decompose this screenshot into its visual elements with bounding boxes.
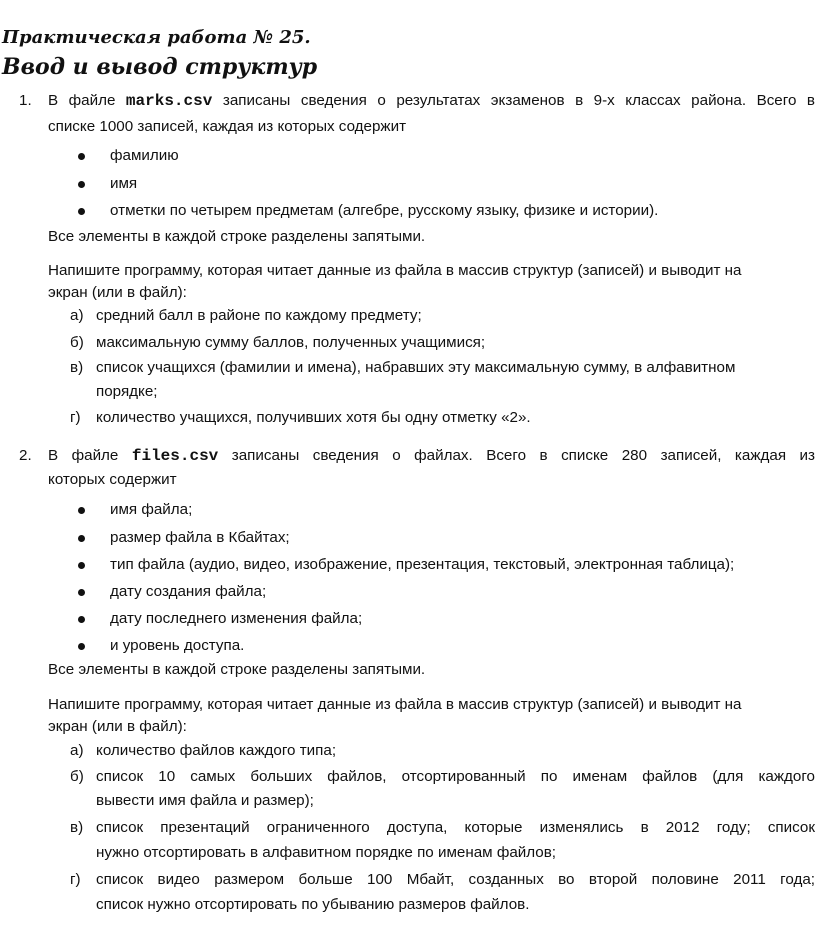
task-2-bullet-item: тип файла (аудио, видео, изображение, презентация, текстовый, электронная таблица); xyxy=(110,556,735,573)
task-2-intro-line-1 xyxy=(48,446,815,466)
task-1-item-text: средний балл в районе по каждому предмету; xyxy=(96,307,422,324)
task-2-item-text-continued: нужно отсортировать в алфавитном порядке по именам файлов; xyxy=(96,844,557,861)
document-title: Практическая работа № 25. xyxy=(2,27,311,48)
bullet-dot xyxy=(78,181,85,188)
bullet-dot xyxy=(78,153,85,160)
task-1-item-label: в) xyxy=(70,359,84,376)
task-1-intro-rest: записаны сведения о результатах экзаменов в 9-х классах района. Всего в xyxy=(212,92,815,109)
task-1-bullet-item: фамилию xyxy=(110,147,179,164)
task-2-item-text: список 10 самых больших файлов, отсортированный по именам файлов (для каждого xyxy=(96,768,815,785)
task-1-prompt-line-1: Напишите программу, которая читает данные из файла в массив структур (записей) и выводит на xyxy=(48,262,742,279)
task-2-number: 2. xyxy=(19,447,32,464)
task-2-prompt-line-1: Напишите программу, которая читает данные из файла в массив структур (записей) и выводит на xyxy=(48,696,742,713)
task-2-item-text: количество файлов каждого типа; xyxy=(96,742,337,759)
task-1-item-text: максимальную сумму баллов, полученных учащимися; xyxy=(96,334,486,351)
task-2-intro-line-2: которых содержит xyxy=(48,471,177,488)
task-1-filename: marks.csv xyxy=(125,92,213,110)
bullet-dot xyxy=(78,589,85,596)
task-2-item-label: г) xyxy=(70,871,81,888)
bullet-dot xyxy=(78,562,85,569)
task-2-item-label: а) xyxy=(70,742,84,759)
task-1-intro-line-2: списке 1000 записей, каждая из которых содержит xyxy=(48,118,407,135)
task-1-item-label: а) xyxy=(70,307,84,324)
task-1-bullet-item: отметки по четырем предметам (алгебре, русскому языку, физике и истории). xyxy=(110,202,659,219)
task-2-item-text-continued: список нужно отсортировать по убыванию размеров файлов. xyxy=(96,896,530,913)
bullet-dot xyxy=(78,208,85,215)
task-2-item-text-continued: вывести имя файла и размер); xyxy=(96,792,314,809)
task-2-bullet-item: дату последнего изменения файла; xyxy=(110,610,363,627)
bullet-dot xyxy=(78,507,85,514)
task-2-bullet-item: имя файла; xyxy=(110,501,193,518)
task-1-item-text-continued: порядке; xyxy=(96,383,158,400)
task-1-bullet-item: имя xyxy=(110,175,138,192)
task-1-intro-line-1 xyxy=(48,91,815,111)
task-1-item-label: б) xyxy=(70,334,84,351)
task-1-item-text: список учащихся (фамилии и имена), набравших эту максимальную сумму, в алфавитном xyxy=(96,359,736,376)
task-1-item-label: г) xyxy=(70,409,81,426)
task-2-bullet-item: дату создания файла; xyxy=(110,583,267,600)
task-2-bullet-item: и уровень доступа. xyxy=(110,637,245,654)
task-2-item-label: в) xyxy=(70,819,84,836)
task-2-intro-rest: записаны сведения о файлах. Всего в списке 280 записей, каждая из xyxy=(218,447,815,464)
task-2-filename: files.csv xyxy=(131,447,219,465)
task-2-intro-start: В файле xyxy=(48,447,132,464)
task-2-separator-note: Все элементы в каждой строке разделены запятыми. xyxy=(48,661,426,678)
task-1-separator-note: Все элементы в каждой строке разделены запятыми. xyxy=(48,228,426,245)
task-2-item-text: список видео размером больше 100 Мбайт, созданных во второй половине 2011 года; xyxy=(96,871,815,888)
task-2-prompt-line-2: экран (или в файл): xyxy=(48,718,187,735)
task-1-prompt-line-2: экран (или в файл): xyxy=(48,284,187,301)
bullet-dot xyxy=(78,616,85,623)
task-1-number: 1. xyxy=(19,92,32,109)
task-1-intro-start: В файле xyxy=(48,92,126,109)
document-subtitle: Ввод и вывод структур xyxy=(2,54,318,80)
bullet-dot xyxy=(78,535,85,542)
task-2-bullet-item: размер файла в Кбайтах; xyxy=(110,529,290,546)
task-2-item-text: список презентаций ограниченного доступа, которые изменялись в 2012 году; список xyxy=(96,819,815,836)
bullet-dot xyxy=(78,643,85,650)
task-1-item-text: количество учащихся, получивших хотя бы одну отметку «2». xyxy=(96,409,531,426)
task-2-item-label: б) xyxy=(70,768,84,785)
